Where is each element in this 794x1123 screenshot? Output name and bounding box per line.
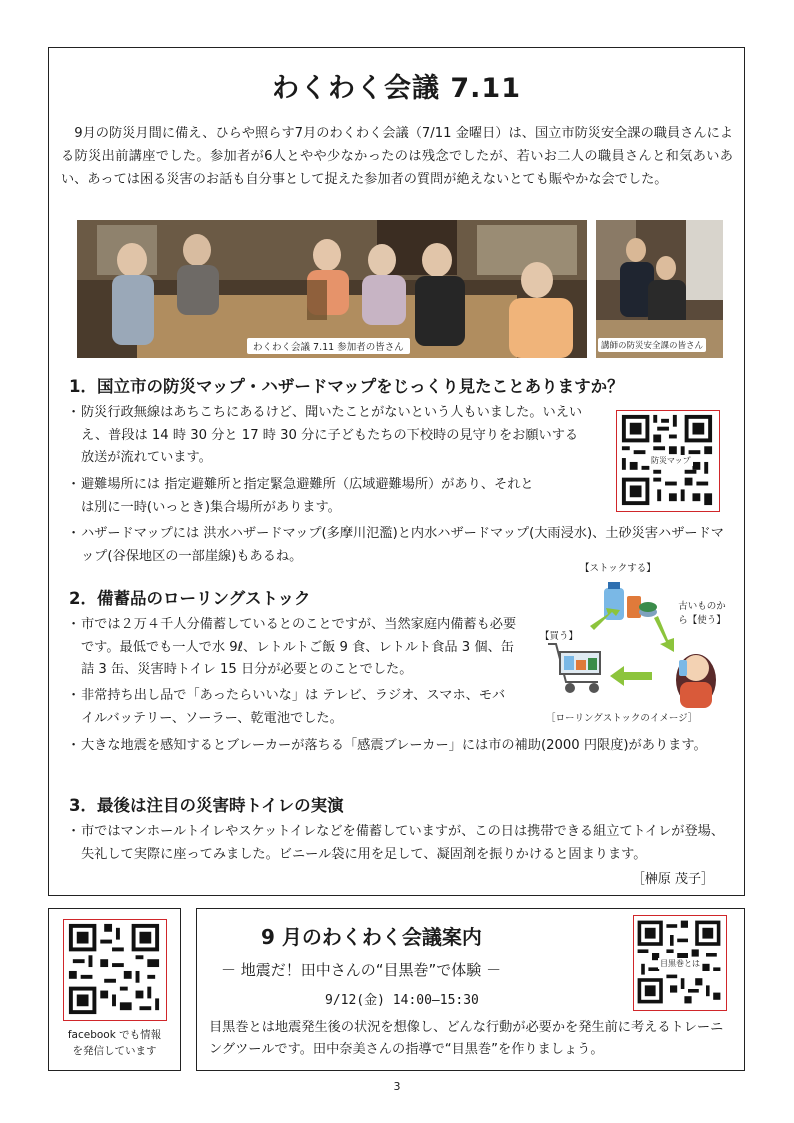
event-date: 9/12(金) 14:00–15:30 bbox=[325, 993, 479, 1008]
arrows-icon bbox=[590, 608, 674, 686]
bullet-text: 避難場所には 指定避難所と指定緊急避難所（広域避難場所）があり、それとは別に一時(いっとき)集合場所があります。 bbox=[81, 477, 534, 515]
page-title: わくわく会議 7.11 bbox=[271, 73, 522, 104]
event-description: 目黒巻とは地震発生後の状況を想像し、どんな行動が必要かを発生前に考えるトレーニングツールです。田中奈美さんの指導で“目黒巻”を作りましょう。 bbox=[209, 1020, 724, 1057]
bullet-mark: ・ bbox=[67, 477, 81, 492]
rolling-stock-illustration bbox=[534, 560, 734, 725]
section2-bullet-3 bbox=[67, 735, 731, 758]
bullet-mark: ・ bbox=[67, 405, 81, 420]
buy-label: 【買う】 bbox=[540, 631, 579, 642]
facebook-text: facebook でも情報を発信しています bbox=[67, 1029, 162, 1057]
disaster-map-qr-code[interactable] bbox=[616, 410, 720, 512]
bullet-mark: ・ bbox=[67, 617, 81, 632]
bullet-text: 市では２万４千人分備蓄しているとのことですが、当然家庭内備蓄も必要です。最低でも一人で水 9ℓ、レトルトご飯 9 食、レトルト食品 3 個、缶詰 3 缶、災害時トイレ 15 日分が必要とのことでした。 bbox=[81, 617, 517, 677]
qr-label: 防災マップ bbox=[651, 456, 691, 465]
bullet-mark: ・ bbox=[67, 526, 81, 541]
section2-heading: 2．備蓄品のローリングストック bbox=[69, 589, 311, 608]
article-box bbox=[48, 47, 745, 896]
section1-bullet-1 bbox=[67, 402, 587, 470]
section1-heading: 1．国立市の防災マップ・ハザードマップをじっくり見たことありますか？ bbox=[69, 377, 624, 396]
bullet-text: 非常持ち出し品で「あったらいいな」は テレビ、ラジオ、スマホ、モバイルバッテリー、ソーラー、乾電池でした。 bbox=[81, 688, 506, 726]
bullet-text: 防災行政無線はあちこちにあるけど、聞いたことがないという人もいました。いえいえ、普段は 14 時 30 分と 17 時 30 分に子どもたちの下校時の見守りをお願いする放送が流れています。 bbox=[81, 405, 583, 465]
bullet-text: 市ではマンホールトイレやスケットイレなどを備蓄していますが、この日は携帯できる組立てトイレが登場、失礼して実際に座ってみました。ビニール袋に用を足して、凝固剤を振りかけると固まります。 bbox=[81, 824, 725, 862]
section3-bullet-1 bbox=[67, 821, 731, 866]
section2-bullet-1 bbox=[67, 614, 517, 682]
event-title: 9 月のわくわく会議案内 bbox=[261, 925, 482, 949]
section2-bullet-2 bbox=[67, 685, 513, 730]
lecturers-photo-caption: 講師の防災安全課の皆さん bbox=[598, 338, 706, 352]
bullet-mark: ・ bbox=[67, 824, 81, 839]
stock-label: 【ストックする】 bbox=[580, 563, 656, 574]
facebook-qr-code[interactable] bbox=[63, 919, 167, 1021]
page-number: 3 bbox=[393, 1080, 401, 1093]
use-label: 古いものから【使う】 bbox=[678, 601, 726, 626]
stock-bottles-icon bbox=[604, 582, 657, 620]
bullet-mark: ・ bbox=[67, 688, 81, 703]
bullet-text: 大きな地震を感知するとブレーカーが落ちる「感震ブレーカー」には市の補助(2000 円限度)があります。 bbox=[81, 738, 707, 753]
participants-photo-caption: わくわく会議 7.11 参加者の皆さん bbox=[247, 338, 410, 354]
author-signature: ［榊原 茂子］ bbox=[631, 872, 714, 887]
illustration-caption: ［ローリングストックのイメージ］ bbox=[546, 713, 698, 724]
event-box bbox=[196, 908, 745, 1071]
qr-label: 目黒巻とは bbox=[660, 959, 700, 968]
person-drinking-icon bbox=[676, 654, 716, 708]
facebook-box bbox=[48, 908, 181, 1071]
event-subtitle: － 地震だ！田中さんの“目黒巻”で体験 － bbox=[221, 961, 502, 979]
bullet-text: ハザードマップには 洪水ハザードマップ(多摩川氾濫)と内水ハザードマップ(大雨浸水)、土砂災害ハザードマップ(谷保地区の一部崖線)もあるね。 bbox=[81, 526, 724, 564]
section1-bullet-2 bbox=[67, 474, 537, 519]
section3-heading: 3．最後は注目の災害時トイレの実演 bbox=[69, 796, 344, 815]
intro-paragraph: 9月の防災月間に備え、ひらや照らす7月のわくわく会議（7/11 金曜日）は、国立市防災安全課の職員さんによる防災出前講座でした。参加者が6人とやや少なかったのは残念でしたが、若いお二人の職員さんと和気あいあい、あっては困る災害のお話も自分事として捉えた参加者の質問が絶えないとても賑やかな会でした。 bbox=[61, 126, 733, 187]
bullet-mark: ・ bbox=[67, 738, 81, 753]
meguromaki-qr-code[interactable] bbox=[633, 915, 727, 1011]
qr-pattern bbox=[64, 920, 164, 1018]
